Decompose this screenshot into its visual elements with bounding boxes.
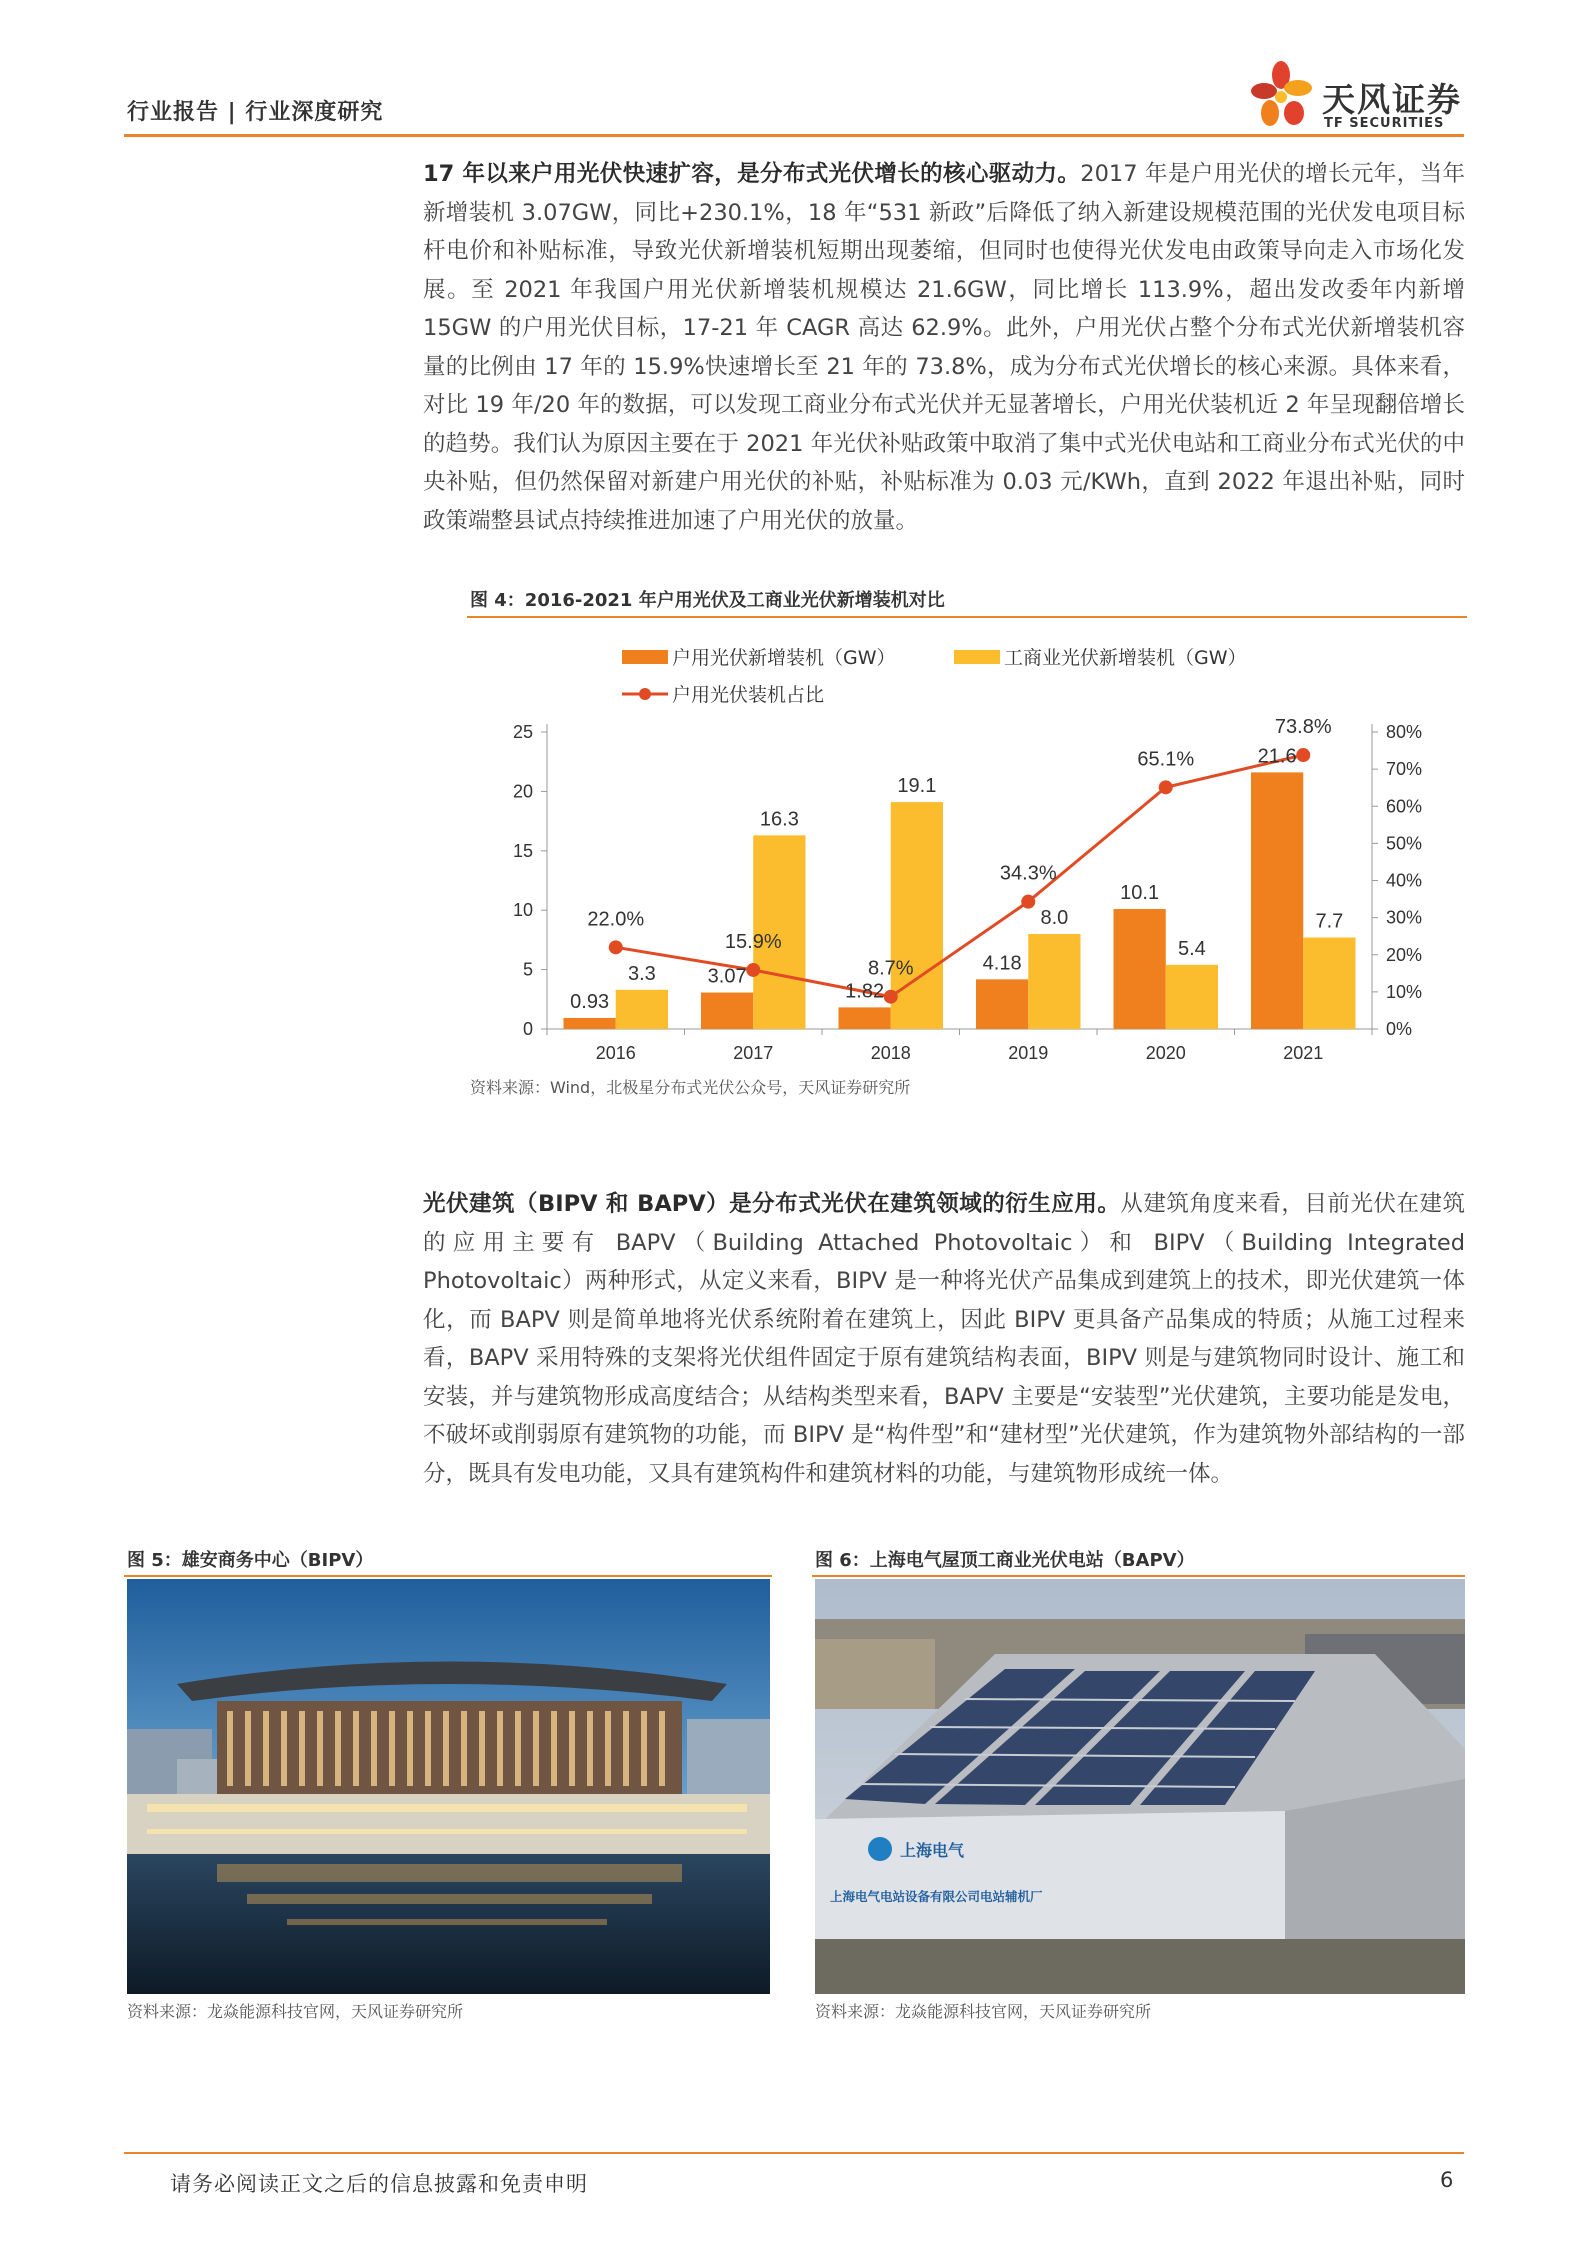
data-label-ratio-2020: 65.1%: [1137, 748, 1195, 771]
body-paragraph-bipv-bapv: [423, 1185, 1465, 1493]
y2-tick-label: 50%: [1386, 833, 1423, 854]
ratio-point-2018: [884, 990, 898, 1004]
building-sign-text: 上海电气电站设备有限公司电站辅机厂: [830, 1889, 1043, 1904]
figure-5-caption: 图 5：雄安商务中心（BIPV）: [127, 1550, 374, 1571]
bar-household-2016: [564, 1018, 616, 1029]
figure-5-source: 资料来源：龙焱能源科技官网，天风证券研究所: [127, 2002, 464, 2021]
page-number: 6: [1440, 2168, 1454, 2192]
data-label-household-2019: 4.18: [982, 952, 1022, 975]
figure-4-caption: 图 4：2016-2021 年户用光伏及工商业光伏新增装机对比: [470, 590, 945, 611]
report-category: 行业报告 | 行业深度研究: [127, 100, 384, 125]
data-label-commercial-2016: 3.3: [627, 962, 656, 985]
y2-tick-label: 70%: [1386, 759, 1423, 780]
x-tick-label: 2018: [870, 1043, 911, 1063]
bar-commercial-2020: [1166, 965, 1218, 1029]
paragraph-body: 从建筑角度来看，目前光伏在建筑的应用主要有 BAPV（Building Attached Photovoltaic）和 BIPV（Building Integrated Photovoltaic）两种形式，从定义来看，BIPV 是一种将光伏产品集成到建筑上的技术，即光伏建筑一体化，而 BAPV 则是简单地将光伏系统附着在建筑上，因此 BIPV 更具备产品集成的特质；从施工过程来看，BAPV 采用特殊的支架将光伏组件固定于原有建筑结构表面，BIPV 则是与建筑物同时设计、施工和安装，并与建筑物形成高度结合；从结构类型来看，BAPV 主要是“安装型”光伏建筑，主要功能是发电，不破坏或削弱原有建筑物的功能，而 BIPV 是“构件型”和“建材型”光伏建筑，作为建筑物外部结构的一部分，既具有发电功能，又具有建筑构件和建筑材料的功能，与建筑物形成统一体。: [423, 1191, 1465, 1487]
legend-swatch-commercial: [954, 650, 1000, 664]
bar-household-2019: [976, 979, 1028, 1029]
data-label-ratio-2018: 8.7%: [867, 957, 914, 980]
ratio-point-2016: [609, 940, 623, 954]
y2-tick-label: 60%: [1386, 796, 1423, 817]
tf-logo-icon: [1248, 55, 1318, 135]
figure-4-source: 资料来源：Wind，北极星分布式光伏公众号，天风证券研究所: [470, 1078, 911, 1097]
bar-commercial-2021: [1303, 938, 1355, 1029]
y-tick-label: 0: [522, 1019, 533, 1039]
bar-commercial-2018: [891, 802, 943, 1029]
x-tick-label: 2017: [733, 1043, 774, 1063]
ratio-point-2021: [1296, 748, 1310, 762]
footer-rule: [124, 2152, 1464, 2154]
data-label-ratio-2017: 15.9%: [724, 930, 782, 953]
installed-capacity-chart: [467, 622, 1467, 1067]
data-label-commercial-2021: 7.7: [1315, 910, 1344, 933]
y-tick-label: 20: [512, 781, 533, 802]
ratio-point-2019: [1021, 895, 1035, 909]
data-label-commercial-2017: 16.3: [759, 808, 799, 831]
figure-6-source: 资料来源：龙焱能源科技官网，天风证券研究所: [815, 2002, 1152, 2021]
bar-household-2017: [701, 993, 753, 1029]
figure-4-rule: [467, 616, 1467, 618]
bar-commercial-2016: [616, 990, 668, 1029]
data-label-household-2017: 3.07: [707, 965, 747, 988]
paragraph-lead: 17 年以来户用光伏快速扩容，是分布式光伏增长的核心驱动力。: [423, 161, 1081, 187]
legend-marker-ratio: [639, 688, 651, 700]
body-paragraph-household-pv: [423, 155, 1465, 540]
ratio-point-2017: [746, 963, 760, 977]
ratio-point-2020: [1159, 780, 1173, 794]
brand-name-en: TF SECURITIES: [1324, 116, 1445, 131]
data-label-household-2020: 10.1: [1120, 882, 1160, 905]
legend-label-commercial: 工商业光伏新增装机（GW）: [1004, 647, 1247, 669]
data-label-commercial-2020: 5.4: [1177, 937, 1206, 960]
data-label-commercial-2019: 8.0: [1040, 906, 1069, 929]
footer-disclaimer: 请务必阅读正文之后的信息披露和免责申明: [170, 2172, 588, 2196]
data-label-household-2018: 1.82: [845, 980, 885, 1003]
xiongan-business-center-photo: [127, 1579, 770, 1994]
legend-swatch-household: [622, 650, 668, 664]
y2-tick-label: 80%: [1386, 722, 1423, 742]
paragraph-body: 2017 年是户用光伏的增长元年，当年新增装机 3.07GW，同比+230.1%，18 年“531 新政”后降低了纳入新建设规模范围的光伏发电项目标杆电价和补贴标准，导致光伏新增装机短期出现萎缩，但同时也使得光伏发电由政策导向走入市场化发展。至 2021 年我国户用光伏新增装机规模达 21.6GW，同比增长 113.9%，超出发改委年内新增 15GW 的户用光伏目标，17-21 年 CAGR 高达 62.9%。此外，户用光伏占整个分布式光伏新增装机容量的比例由 17 年的 15.9%快速增长至 21 年的 73.8%，成为分布式光伏增长的核心来源。具体来看，对比 19 年/20 年的数据，可以发现工商业分布式光伏并无显著增长，户用光伏装机近 2 年呈现翻倍增长的趋势。我们认为原因主要在于 2021 年光伏补贴政策中取消了集中式光伏电站和工商业分布式光伏的中央补贴，但仍然保留对新建户用光伏的补贴，补贴标准为 0.03 元/KWh，直到 2022 年退出补贴，同时政策端整县试点持续推进加速了户用光伏的放量。: [423, 161, 1465, 534]
bar-household-2021: [1251, 772, 1303, 1029]
data-label-ratio-2019: 34.3%: [999, 862, 1057, 885]
y2-tick-label: 10%: [1386, 981, 1423, 1002]
chart-legend: [622, 647, 1247, 706]
x-tick-label: 2019: [1008, 1043, 1049, 1063]
shanghai-electric-logo-text: 上海电气: [900, 1841, 965, 1860]
shanghai-electric-rooftop-pv-photo: [815, 1579, 1465, 1994]
x-tick-label: 2020: [1145, 1043, 1186, 1063]
data-label-household-2021: 21.6: [1257, 745, 1297, 768]
ratio-line: [616, 755, 1304, 997]
legend-label-household: 户用光伏新增装机（GW）: [672, 647, 896, 669]
y-tick-label: 10: [512, 900, 533, 921]
data-label-ratio-2016: 22.0%: [587, 908, 645, 931]
x-tick-label: 2016: [595, 1043, 636, 1063]
y-tick-label: 15: [512, 840, 533, 861]
bar-household-2020: [1114, 909, 1166, 1029]
legend-label-ratio: 户用光伏装机占比: [672, 684, 825, 706]
y2-tick-label: 0%: [1386, 1019, 1413, 1039]
data-label-household-2016: 0.93: [570, 990, 610, 1013]
y2-tick-label: 30%: [1386, 907, 1423, 928]
y2-tick-label: 20%: [1386, 944, 1423, 965]
figure-5-rule: [124, 1575, 772, 1577]
y-tick-label: 5: [522, 959, 533, 980]
x-tick-label: 2021: [1283, 1043, 1324, 1063]
paragraph-lead: 光伏建筑（BIPV 和 BAPV）是分布式光伏在建筑领域的衍生应用。: [423, 1191, 1121, 1217]
data-label-ratio-2021: 73.8%: [1274, 716, 1332, 739]
figure-6-rule: [812, 1575, 1465, 1577]
brand-name-cn: 天风证券: [1322, 80, 1462, 119]
data-label-commercial-2018: 19.1: [897, 775, 937, 798]
figure-6-caption: 图 6：上海电气屋顶工商业光伏电站（BAPV）: [815, 1550, 1195, 1571]
y-tick-label: 25: [512, 722, 533, 742]
y2-tick-label: 40%: [1386, 870, 1423, 891]
bar-commercial-2019: [1028, 934, 1080, 1029]
header-rule: [124, 134, 1464, 137]
bar-household-2018: [839, 1007, 891, 1029]
